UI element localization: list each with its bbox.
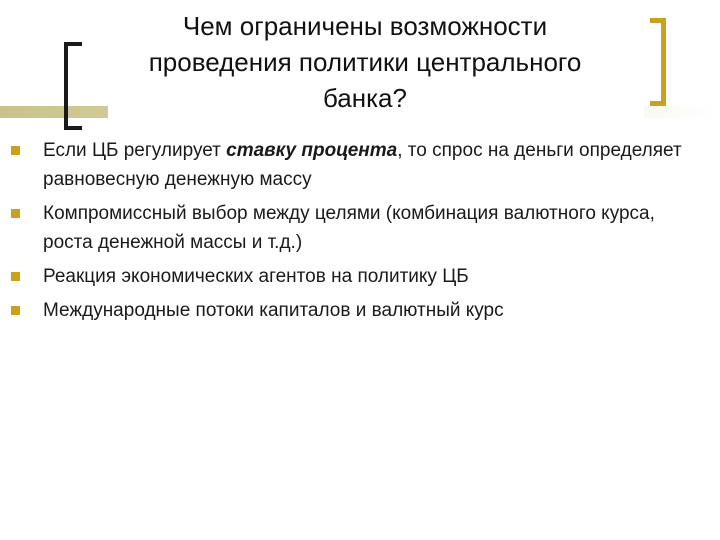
bullet-emphasis: ставку процента bbox=[226, 140, 398, 161]
bullet-text: Компромиссный выбор между целями (комбинация валютного курса, роста денежной массы и т.д.) bbox=[43, 203, 655, 253]
square-bullet-icon bbox=[11, 146, 20, 155]
bullet-text: Международные потоки капиталов и валютный курс bbox=[43, 300, 504, 321]
square-bullet-icon bbox=[11, 209, 20, 218]
bullet-list bbox=[0, 136, 720, 330]
title-line: Чем ограничены возможности bbox=[182, 11, 548, 41]
bullet-item bbox=[0, 262, 720, 291]
title-line: банка? bbox=[323, 83, 407, 113]
square-bullet-icon bbox=[11, 272, 20, 281]
bullet-item bbox=[0, 136, 720, 194]
right-bracket-icon bbox=[650, 18, 666, 106]
left-bracket-icon bbox=[64, 42, 82, 130]
bullet-text: Реакция экономических агентов на политику ЦБ bbox=[43, 266, 469, 287]
title-line: проведения политики центрального bbox=[148, 47, 582, 77]
slide-title bbox=[100, 8, 630, 116]
bullet-item bbox=[0, 296, 720, 325]
square-bullet-icon bbox=[11, 306, 20, 315]
bullet-item bbox=[0, 199, 720, 257]
bullet-text: , то спрос на деньги определяет равновесную денежную массу bbox=[43, 140, 682, 190]
bullet-text: Если ЦБ регулирует bbox=[43, 140, 227, 161]
